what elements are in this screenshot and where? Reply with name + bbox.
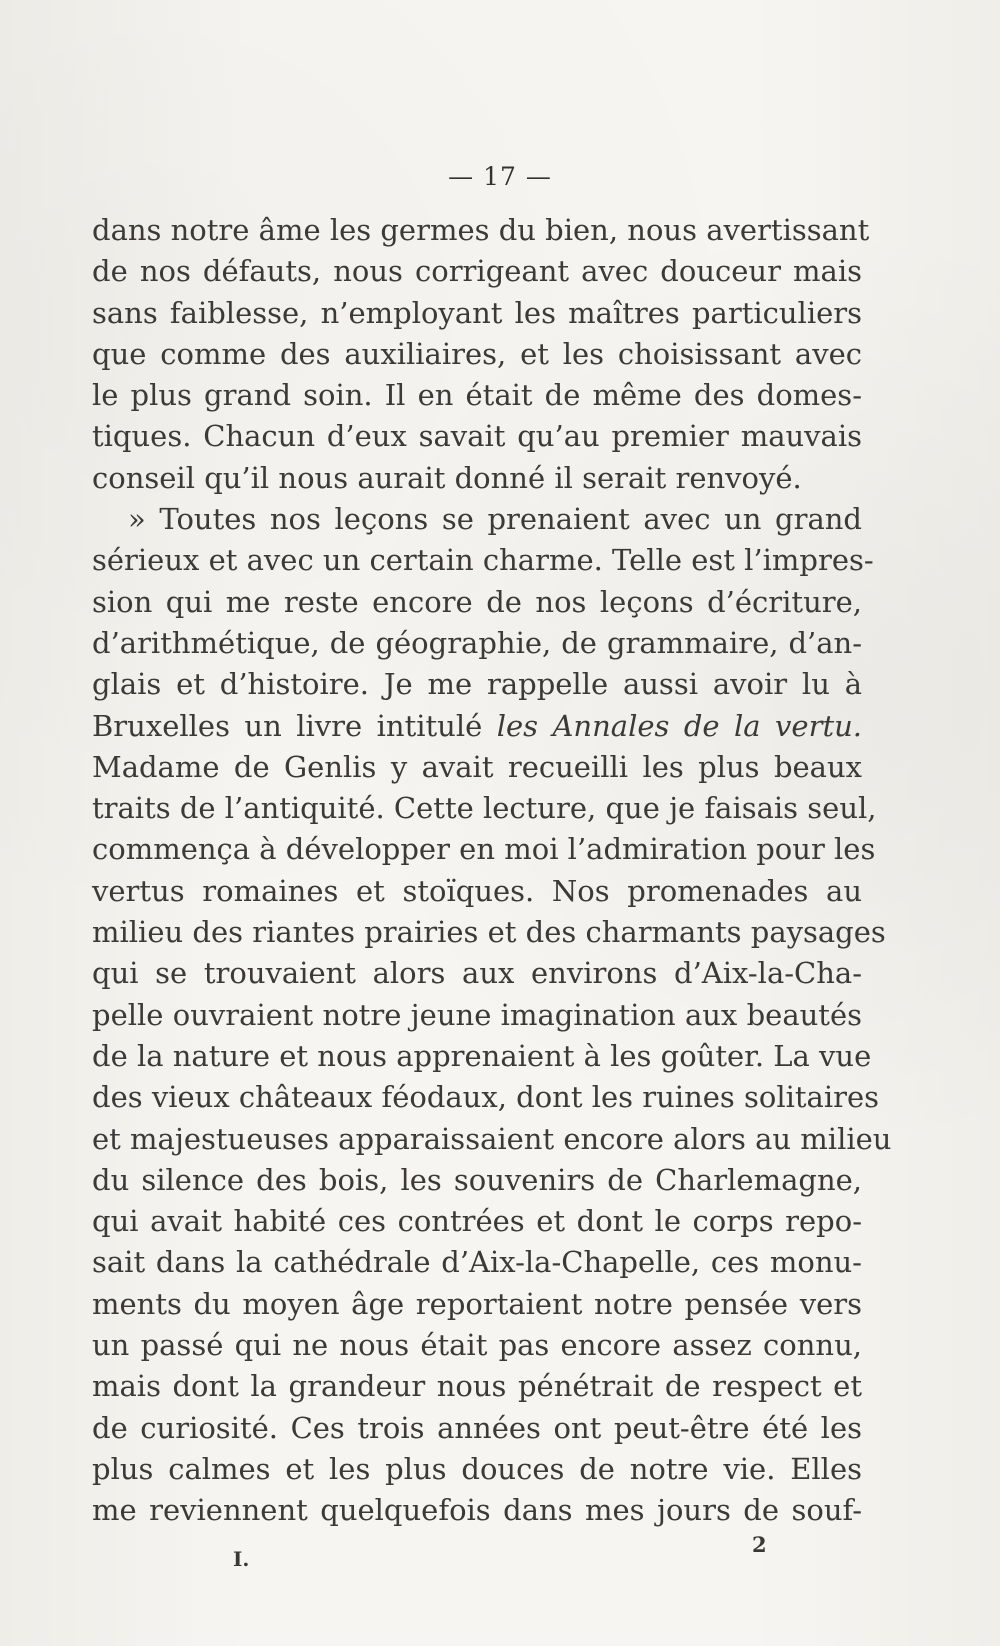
text-line: de nos défauts, nous corrigeant avec douceur mais xyxy=(92,254,862,289)
book-title: les Annales de la vertu. xyxy=(496,708,862,743)
text-line: traits de l’antiquité. Cette lecture, que je faisais seul, xyxy=(92,791,877,826)
text-line: que comme des auxiliaires, et les choisissant avec xyxy=(92,336,862,371)
text-line: du silence des bois, les souvenirs de Charlemagne, xyxy=(92,1162,862,1197)
text-line: tiques. Chacun d’eux savait qu’au premier mauvais xyxy=(92,419,862,454)
signature-mark: I. xyxy=(233,1547,250,1571)
text-line: sans faiblesse, n’employant les maîtres particuliers xyxy=(92,295,862,330)
text-line: me reviennent quelquefois dans mes jours de souf- xyxy=(92,1493,862,1528)
text-line: sion qui me reste encore de nos leçons d’écriture, xyxy=(92,584,862,619)
text-line: » Toutes nos leçons se prenaient avec un grand xyxy=(128,502,862,537)
body-text xyxy=(92,210,892,1532)
text-line: pelle ouvraient notre jeune imagination aux beautés xyxy=(92,997,862,1032)
text-line: des vieux châteaux féodaux, dont les ruines solitaires xyxy=(92,1080,880,1115)
signature-number: 2 xyxy=(752,1532,767,1557)
text-line: mais dont la grandeur nous pénétrait de respect et xyxy=(92,1369,862,1404)
text-line: plus calmes et les plus douces de notre vie. Elles xyxy=(92,1451,862,1486)
text-line: un passé qui ne nous était pas encore assez connu, xyxy=(92,1328,862,1363)
text-line: sérieux et avec un certain charme. Telle est l’impres- xyxy=(92,543,874,578)
text-line: milieu des riantes prairies et des charmants paysages xyxy=(92,915,886,950)
text-line: conseil qu’il nous aurait donné il serait renvoyé. xyxy=(92,460,802,495)
text-line: glais et d’histoire. Je me rappelle aussi avoir lu à xyxy=(92,667,862,702)
text-line-with-title xyxy=(92,706,862,747)
text-line: le plus grand soin. Il en était de même des domes- xyxy=(92,378,862,413)
text-line: ments du moyen âge reportaient notre pensée vers xyxy=(92,1286,862,1321)
text-line: et majestueuses apparaissaient encore alors au milieu xyxy=(92,1121,892,1156)
text-line: qui avait habité ces contrées et dont le corps repo- xyxy=(92,1204,862,1239)
text-line: sait dans la cathédrale d’Aix-la-Chapelle, ces monu- xyxy=(92,1245,862,1280)
text-line: vertus romaines et stoïques. Nos promenades au xyxy=(92,873,862,908)
text-line: d’arithmétique, de géographie, de grammaire, d’an- xyxy=(92,625,862,660)
text-line: qui se trouvaient alors aux environs d’Aix-la-Cha- xyxy=(92,956,862,991)
line-prefix: Bruxelles un livre intitulé xyxy=(92,708,497,743)
page-number: — 17 — xyxy=(448,162,552,191)
text-line: de curiosité. Ces trois années ont peut-être été les xyxy=(92,1410,862,1445)
text-line: commença à développer en moi l’admiration pour les xyxy=(92,832,876,867)
text-line: de la nature et nous apprenaient à les goûter. La vue xyxy=(92,1038,872,1073)
text-line: Madame de Genlis y avait recueilli les plus beaux xyxy=(92,749,862,784)
text-line: dans notre âme les germes du bien, nous avertissant xyxy=(92,213,870,247)
